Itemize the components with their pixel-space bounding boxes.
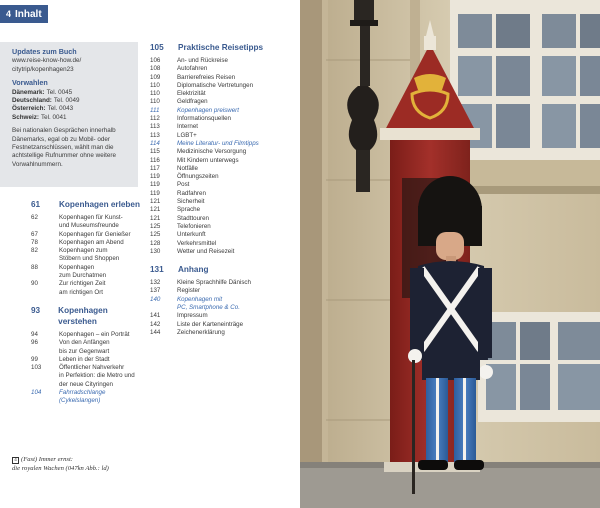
toc-entry[interactable] — [150, 223, 298, 231]
dial-country: Deutschland: — [12, 97, 52, 105]
section-gap — [150, 256, 298, 264]
entry-page-number: 78 — [31, 238, 38, 246]
toc-entry[interactable] — [150, 198, 298, 206]
entry-page-number: 130 — [150, 247, 161, 255]
dial-code: Tel. 0041 — [40, 113, 67, 121]
entry-page-number: 121 — [150, 214, 161, 222]
entry-page-number: 67 — [31, 230, 38, 238]
entry-label: Öffnungszeiten — [177, 173, 219, 181]
toc-entry[interactable] — [150, 74, 298, 82]
entry-label: Kopenhagen zum Stöbern und Shoppen — [59, 247, 120, 263]
page-number: 4 — [0, 5, 12, 23]
guard-photo-illustration — [300, 0, 600, 508]
entry-label: Fahrradschlange (Cykelslangen) — [59, 389, 106, 405]
toc-entry[interactable] — [150, 165, 298, 173]
dial-country: Österreich: — [12, 105, 46, 113]
toc-entry[interactable] — [150, 240, 298, 248]
toc-section-heading[interactable] — [31, 305, 146, 327]
entry-label: Impressum — [177, 312, 208, 320]
section-page-number: 61 — [31, 200, 41, 209]
entry-label: Register — [177, 287, 201, 295]
entry-label: Radfahren — [177, 189, 206, 197]
entry-page-number: 82 — [31, 247, 38, 255]
toc-entry[interactable] — [31, 280, 146, 297]
dial-note: Bei nationalen Gesprächen innerhalb Dänemarks, egal ob zu Mobil- oder Festnetzanschlüssen, wählt man die achtstellige Rufnummer ohne weitere Vorwahlnummern. — [12, 127, 116, 168]
entry-label: Barrierefreies Reisen — [177, 73, 236, 81]
entry-page-number: 112 — [150, 115, 160, 123]
entry-page-number: 111 — [150, 106, 160, 114]
entry-label: Kopenhagen für Kunst- und Museumsfreunde — [59, 214, 123, 230]
entry-label: An- und Rückreise — [177, 57, 228, 64]
entry-label: Mit Kindern unterwegs — [177, 156, 239, 164]
entry-page-number: 121 — [150, 206, 161, 214]
entry-label: Liste der Karteneinträge — [177, 320, 244, 328]
window-bottom — [478, 312, 600, 422]
dial-code-row — [12, 105, 133, 113]
toc-entry[interactable] — [150, 231, 298, 239]
toc-entry[interactable] — [31, 214, 146, 231]
entry-page-number: 106 — [150, 57, 161, 64]
toc-entry[interactable] — [31, 331, 146, 339]
entry-label: LGBT+ — [177, 131, 197, 139]
section-title: Anhang — [178, 265, 209, 275]
updates-title: Updates zum Buch — [12, 47, 77, 56]
entry-page-number: 62 — [31, 214, 38, 221]
entry-page-number: 96 — [31, 339, 38, 347]
entry-page-number: 116 — [150, 156, 160, 164]
entry-page-number: 119 — [150, 173, 160, 181]
toc-entry[interactable] — [150, 157, 298, 165]
toc-entry[interactable] — [150, 206, 298, 214]
entry-label: Kopenhagen preiswert — [177, 106, 239, 114]
toc-section-heading[interactable] — [31, 199, 146, 210]
updates-url-line-2[interactable]: citytrip/kopenhagen23 — [12, 65, 74, 73]
dial-country: Dänemark: — [12, 88, 45, 96]
entry-page-number: 110 — [150, 81, 160, 89]
section-page-number: 93 — [31, 305, 41, 315]
entry-label: Stadttouren — [177, 214, 209, 222]
toc-entry[interactable] — [150, 329, 298, 337]
toc-entry[interactable] — [150, 123, 298, 131]
entry-label: Autofahren — [177, 65, 208, 73]
entry-label: Meine Literatur- und Filmtipps — [177, 139, 259, 147]
entry-page-number: 94 — [31, 330, 38, 338]
entry-page-number: 90 — [31, 280, 38, 288]
entry-page-number: 121 — [150, 198, 161, 206]
entry-label: Sprache — [177, 206, 201, 214]
toc-column-left — [31, 199, 146, 406]
entry-label: Sicherheit — [177, 198, 205, 206]
entry-label: Kleine Sprachhilfe Dänisch — [177, 279, 251, 287]
section-page-number: 105 — [150, 43, 164, 52]
toc-entry[interactable] — [150, 148, 298, 156]
toc-entry[interactable] — [150, 190, 298, 198]
toc-entry[interactable] — [31, 364, 146, 389]
entry-label: Elektrizität — [177, 90, 206, 98]
toc-section-heading[interactable] — [150, 264, 298, 275]
section-title: Kopenhagen erleben — [59, 200, 140, 209]
updates-url-line-1[interactable]: www.reise-know-how.de/ — [12, 57, 82, 65]
entry-label: Post — [177, 181, 190, 189]
toc-entry[interactable] — [150, 132, 298, 140]
info-box — [0, 42, 138, 187]
entry-page-number: 119 — [150, 181, 160, 189]
entry-page-number: 108 — [150, 65, 161, 73]
toc-entry[interactable] — [150, 65, 298, 73]
dial-codes-title: Vorwahlen — [12, 78, 48, 88]
toc-entry[interactable] — [150, 287, 298, 295]
entry-page-number: 110 — [150, 90, 160, 98]
page-title: Inhalt — [12, 5, 48, 23]
entry-label: Internet — [177, 123, 198, 131]
entry-page-number: 144 — [150, 328, 161, 336]
toc-entry[interactable] — [150, 279, 298, 287]
entry-page-number: 103 — [31, 364, 42, 372]
toc-section-heading[interactable] — [150, 42, 298, 53]
guard-photo — [300, 0, 600, 508]
toc-entry[interactable] — [31, 339, 146, 356]
dial-code: Tel. 0045 — [46, 88, 73, 96]
page-header — [0, 5, 48, 23]
toc-sub-entry[interactable] — [31, 389, 146, 406]
toc-entry[interactable] — [150, 248, 298, 256]
toc-entry[interactable] — [31, 356, 146, 364]
toc-entry[interactable] — [150, 82, 298, 90]
entry-page-number: 99 — [31, 355, 38, 363]
toc-sub-entry[interactable] — [150, 296, 298, 313]
entry-page-number: 113 — [150, 131, 160, 139]
entry-page-number: 141 — [150, 312, 161, 320]
toc-entry[interactable] — [150, 181, 298, 189]
toc-entry[interactable] — [150, 115, 298, 123]
entry-label: Kopenhagen zum Durchatmen — [59, 263, 107, 280]
entry-label: Leben in der Stadt — [59, 355, 110, 363]
entry-page-number: 109 — [150, 73, 161, 81]
entry-label: Geldfragen — [177, 98, 208, 106]
toc-column-right — [150, 42, 298, 337]
entry-label: Kopenhagen am Abend — [59, 238, 124, 246]
caption-number-icon: 4 — [12, 457, 19, 464]
toc-entry[interactable] — [31, 247, 146, 264]
entry-page-number: 114 — [150, 139, 160, 147]
section-gap — [31, 297, 146, 305]
entry-label: Verkehrsmittel — [177, 239, 217, 247]
entry-page-number: 119 — [150, 189, 160, 197]
entry-label: Zeichenerklärung — [177, 328, 225, 336]
dial-code-row — [12, 89, 133, 97]
entry-page-number: 132 — [150, 279, 161, 287]
entry-label: Notfälle — [177, 164, 198, 172]
toc-entry[interactable] — [150, 312, 298, 320]
entry-label: Kopenhagen – ein Porträt — [59, 330, 130, 338]
toc-entry[interactable] — [150, 90, 298, 98]
dial-country: Schweiz: — [12, 113, 39, 121]
entry-label: Kopenhagen für Genießer — [59, 230, 131, 238]
photo-caption — [12, 456, 202, 473]
entry-label: Zur richtigen Zeit am richtigen Ort — [59, 280, 106, 296]
toc-entry[interactable] — [150, 173, 298, 181]
entry-page-number: 88 — [31, 263, 38, 271]
toc-sub-entry[interactable] — [150, 140, 298, 148]
entry-page-number: 113 — [150, 123, 160, 131]
dial-code-row — [12, 114, 133, 122]
entry-page-number: 140 — [150, 295, 161, 303]
entry-page-number: 117 — [150, 164, 160, 172]
toc-entry[interactable] — [150, 98, 298, 106]
entry-label: Öffentlicher Nahverkehr in Perfektion: die Metro und der neue Cityringen — [59, 364, 135, 388]
entry-label: Medizinische Versorgung — [177, 148, 247, 156]
entry-label: Unterkunft — [177, 231, 206, 239]
entry-page-number: 137 — [150, 287, 161, 295]
toc-entry[interactable] — [31, 264, 146, 281]
dial-code: Tel. 0049 — [53, 97, 80, 105]
entry-page-number: 104 — [31, 389, 42, 397]
entry-label: Kopenhagen mit PC, Smartphone & Co. — [177, 295, 240, 312]
caption-text: (Fast) Immer ernst: die royalen Wachen (047kn Abb.: ld) — [12, 456, 109, 472]
entry-label: Informationsquellen — [177, 115, 232, 123]
entry-page-number: 125 — [150, 222, 161, 230]
section-title: Kopenhagen verstehen — [58, 305, 108, 326]
toc-sub-entry[interactable] — [150, 107, 298, 115]
entry-page-number: 142 — [150, 320, 161, 328]
entry-label: Telefonieren — [177, 222, 211, 230]
entry-page-number: 110 — [150, 98, 160, 106]
toc-entry[interactable] — [31, 231, 146, 239]
toc-entry[interactable] — [150, 215, 298, 223]
dial-codes-list — [12, 89, 133, 123]
section-title: Praktische Reisetipps — [178, 43, 264, 52]
toc-entry[interactable] — [31, 239, 146, 247]
section-page-number: 131 — [150, 265, 164, 275]
entry-label: Wetter und Reisezeit — [177, 247, 235, 255]
entry-label: Von den Anfängen bis zur Gegenwart — [59, 339, 110, 355]
entry-page-number: 125 — [150, 231, 161, 239]
entry-page-number: 115 — [150, 148, 160, 156]
entry-label: Diplomatische Vertretungen — [177, 81, 254, 89]
toc-entry[interactable] — [150, 57, 298, 65]
entry-page-number: 128 — [150, 239, 161, 247]
dial-code: Tel. 0043 — [47, 105, 74, 113]
toc-entry[interactable] — [150, 321, 298, 329]
